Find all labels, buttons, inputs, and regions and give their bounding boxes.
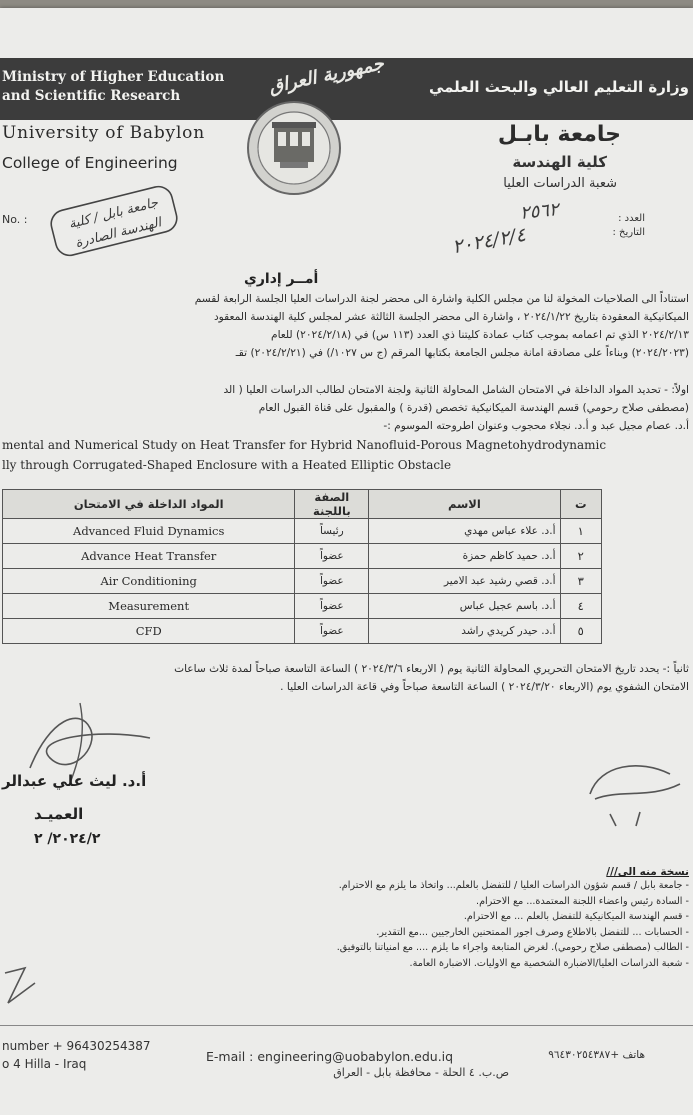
university-logo-icon <box>244 90 344 200</box>
intro-line-4: (٢٠٢٤/٢٠٢٣) وبناءاً على مصادقة امانة مجلس الجامعة بكتابها المرقم (ج س ١٠٢٧/) في (٢٠٢٤/٢/٢١) تقـ <box>235 347 689 359</box>
intro-line-1: استناداً الى الصلاحيات المخولة لنا من مجلس الكلية واشارة الى محضر لجنة الدراسات العليا الجلسة الرابعة لقسم <box>194 293 689 305</box>
table-row <box>3 544 602 569</box>
footer-phone-en: number + 96430254387 <box>2 1039 151 1053</box>
copies-list <box>337 880 689 973</box>
number-label-en: No. : <box>2 213 28 226</box>
footer-divider <box>0 1025 693 1026</box>
first-line-1: اولاً: - تحديد المواد الداخلة في الامتحان الشامل المحاولة الثانية ولجنة الامتحان لطالب الدراسات العليا ( الد <box>223 384 689 396</box>
date-label-ar: التاريخ : <box>612 227 645 238</box>
subject-cell: Advanced Fluid Dynamics <box>3 519 295 544</box>
table-row <box>3 594 602 619</box>
footer-address-en: o 4 Hilla - Iraq <box>2 1057 87 1071</box>
header-role: الصفة باللجنة <box>295 490 369 519</box>
first-line-2: (مصطفى صلاح رحومي) قسم الهندسة الميكانيكية تخصص (قدرة ) والمقبول على قناة القبول العام <box>258 402 689 414</box>
intro-line-3: ٢٠٢٤/٢/١٣ الذي تم اعمامه بموجب كتاب عمادة كليتنا ذي العدد (١١٣ س) في (٢٠٢٤/٢/١٨) للعام <box>271 329 689 341</box>
exam-committee-table <box>2 489 602 644</box>
number-cell: ٢ <box>560 544 602 569</box>
issued-stamp-text: جامعة بابل / كلية الهندسة الصادرة <box>67 195 163 252</box>
ministry-name-ar: وزارة التعليم العالي والبحث العلمي <box>428 78 689 96</box>
name-cell: أ.د. باسم عجيل عباس <box>369 594 560 619</box>
role-cell: رئيساً <box>295 519 369 544</box>
first-line-3: أ.د. عصام مجيل عبد و أ.د. نجلاء محجوب وعنوان اطروحته الموسوم :- <box>383 420 689 432</box>
copies-heading: نسخة منه الى/// <box>606 866 689 878</box>
name-cell: أ.د. علاء عباس مهدي <box>369 519 560 544</box>
number-cell: ٥ <box>560 619 602 644</box>
department-name-ar: شعبة الدراسات العليا <box>503 176 617 191</box>
role-cell: عضواً <box>295 544 369 569</box>
second-line-2: الامتحان الشفوي يوم (الاربعاء ٢٠٢٤/٣/٢٠ ) الساعة التاسعة صباحاً وفي قاعة الدراسات العليا . <box>280 681 689 693</box>
handwritten-number: ٢٥٦٢ <box>519 199 560 224</box>
republic-of-iraq-calligraphy: جمهورية العراق <box>267 53 386 98</box>
subject-cell: Measurement <box>3 594 295 619</box>
header-name: الاسم <box>369 490 560 519</box>
thesis-title-line-1: mental and Numerical Study on Heat Transfer for Hybrid Nanofluid-Porous Magnetohydrodynamic <box>2 438 607 452</box>
handwritten-initials <box>580 754 690 834</box>
list-item: - السادة رئيس واعضاء اللجنة المعتمدة... مع الاحترام. <box>337 896 689 912</box>
list-item: - جامعة بابل / قسم شؤون الدراسات العليا / للتفضل بالعلم... واتخاذ ما يلزم مع الاحترام. <box>337 880 689 896</box>
role-cell: عضواً <box>295 594 369 619</box>
name-cell: أ.د. قصي رشيد عبد الامير <box>369 569 560 594</box>
number-label-ar: العدد : <box>618 213 645 224</box>
ministry-name-en: Ministry of Higher Education and Scientific Research <box>2 69 225 104</box>
university-name-en: University of Babylon <box>2 123 205 143</box>
role-cell: عضواً <box>295 619 369 644</box>
document-page <box>0 8 693 1115</box>
number-cell: ٤ <box>560 594 602 619</box>
college-name-ar: كلية الهندسة <box>512 153 607 171</box>
dean-title: العميـد <box>34 805 84 823</box>
subject-cell: Advance Heat Transfer <box>3 544 295 569</box>
footer-phone-ar: هاتف +٩٦٤٣٠٢٥٤٣٨٧ <box>548 1049 645 1061</box>
thesis-title-line-2: lly through Corrugated-Shaped Enclosure with a Heated Elliptic Obstacle <box>2 458 452 472</box>
table-row <box>3 569 602 594</box>
name-cell: أ.د. حيدر كريدي راشد <box>369 619 560 644</box>
table-header-row <box>3 490 602 519</box>
number-cell: ١ <box>560 519 602 544</box>
header-subjects: المواد الداخلة في الامتحان <box>3 490 295 519</box>
margin-initials-mark <box>0 963 40 1013</box>
dean-name: أ.د. ليث علي عبدالر <box>2 772 147 790</box>
signature-date: ٢٠٢٤/٢/ ٢ <box>34 831 101 847</box>
list-item: - شعبة الدراسات العليا/الاضبارة الشخصية مع الاوليات. الاضبارة العامة. <box>337 958 689 974</box>
header-no: ت <box>560 490 602 519</box>
table-row <box>3 619 602 644</box>
subject-cell: Air Conditioning <box>3 569 295 594</box>
role-cell: عضواً <box>295 569 369 594</box>
order-title: أمــر إداري <box>244 271 319 287</box>
subject-cell: CFD <box>3 619 295 644</box>
handwritten-date: ٢٠٢٤/٢/٤ <box>450 223 528 259</box>
college-name-en: College of Engineering <box>2 154 178 172</box>
list-item: - الحسابات ... للتفضل بالاطلاع وصرف اجور الممتحنين الخارجيين ...مع التقدير. <box>337 927 689 943</box>
number-cell: ٣ <box>560 569 602 594</box>
table-row <box>3 519 602 544</box>
footer-email: E-mail : engineering@uobabylon.edu.iq <box>206 1049 454 1064</box>
intro-line-2: الميكانيكية المعقودة بتاريخ ٢٠٢٤/١/٢٢ ، واشارة الى محضر الجلسة الثالثة عشر لمجلس كلية الهندسة المعقود <box>213 311 689 323</box>
number-date-labels-ar <box>612 212 645 240</box>
second-line-1: ثانياً :- يحدد تاريخ الامتحان التحريري المحاولة الثانية يوم ( الاربعاء ٢٠٢٤/٣/٦ ) الساعة التاسعة صباحاً لمدة ثلاث ساعات <box>174 663 689 675</box>
university-name-ar: جامعة بابـل <box>497 122 621 147</box>
footer-address-ar: ص.ب. ٤ الحلة - محافظة بابل - العراق <box>333 1066 509 1079</box>
name-cell: أ.د. حميد كاظم حمزة <box>369 544 560 569</box>
list-item: - قسم الهندسة الميكانيكية للتفضل بالعلم ... مع الاحترام. <box>337 911 689 927</box>
list-item: - الطالب (مصطفى صلاح رحومي). لغرض المتابعة واجراء ما يلزم .... مع امنياتنا بالتوفيق. <box>337 942 689 958</box>
